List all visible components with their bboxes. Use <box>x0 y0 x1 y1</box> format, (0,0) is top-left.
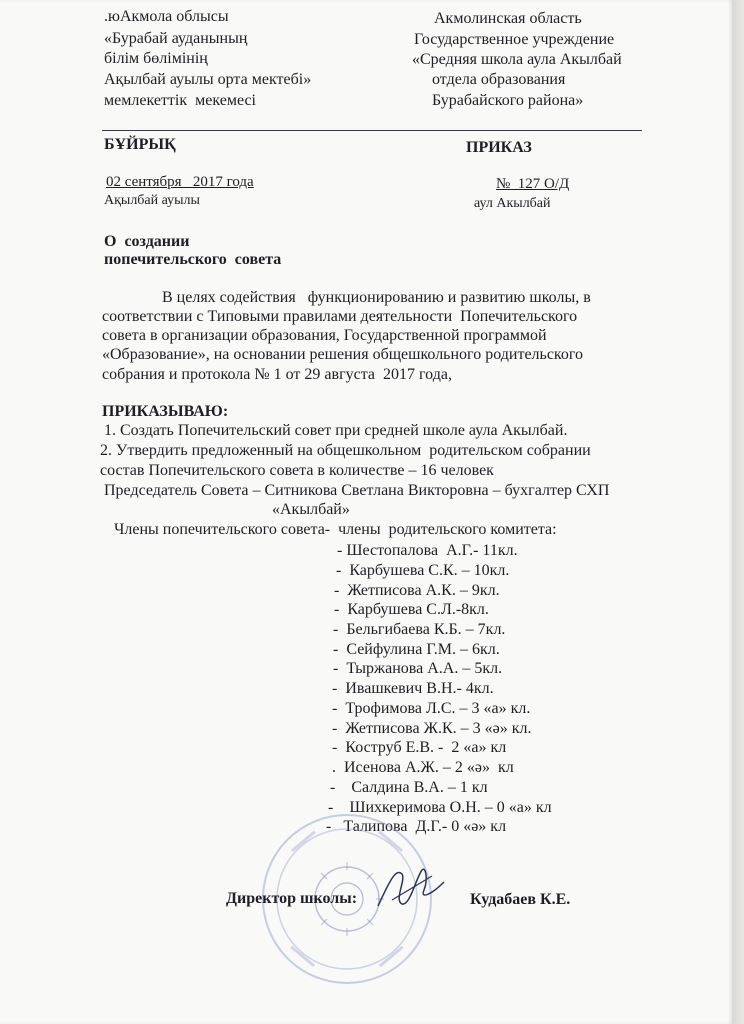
member-5: - Бельгибаева К.Б. – 7кл. <box>333 621 506 638</box>
place-ru: аул Акылбай <box>474 196 551 211</box>
preamble-line-3: совета в организации образования, Государственной программой <box>102 327 547 344</box>
preamble-line-1: В целях содействия функционированию и развитию школы, в <box>162 289 591 306</box>
header-left-line-5: мемлекеттік мекемесі <box>104 92 256 109</box>
member-9: - Трофимова Л.С. – 3 «а» кл. <box>332 700 531 717</box>
chairman-line: Председатель Совета – Ситникова Светлана Викторовна – бухгалтер СХП <box>104 482 610 499</box>
header-left-line-1: .юАкмола облысы <box>104 8 229 25</box>
members-heading: Члены попечительского совета- члены родительского комитета: <box>114 521 557 538</box>
preamble-line-2: соответствии с Типовыми правилами деятельности Попечительского <box>102 308 578 325</box>
order-date: 02 сентября 2017 года <box>106 174 254 190</box>
subject-line-1: О создании <box>104 233 190 250</box>
member-15: - Талипова Д.Г.- 0 «ә» кл <box>326 818 507 835</box>
member-13: - Салдина В.А. – 1 кл <box>330 779 488 796</box>
header-left-line-2: «Бурабай ауданының <box>104 30 248 47</box>
member-4: - Карбушева С.Л.-8кл. <box>334 601 489 618</box>
header-divider <box>102 130 642 131</box>
member-8: - Ивашкевич В.Н.- 4кл. <box>332 680 494 697</box>
doc-type-ru: ПРИКАЗ <box>466 139 532 156</box>
preamble-line-4: «Образование», на основании решения общешкольного родительского <box>102 346 584 363</box>
member-6: - Сейфулина Г.М. – 6кл. <box>333 641 500 658</box>
subject-line-2: попечительского совета <box>104 251 282 268</box>
doc-type-kz: БҰЙРЫҚ <box>104 136 176 153</box>
place-kz: Ақылбай ауылы <box>104 193 200 208</box>
member-3: - Жетписова А.К. – 9кл. <box>334 582 500 599</box>
member-1: - Шестопалова А.Г.- 11кл. <box>337 542 518 559</box>
chairman-org: «Акылбай» <box>272 501 350 518</box>
header-right-line-2: Государственное учреждение <box>414 31 615 48</box>
item-2-continued: состав Попечительского совета в количестве – 16 человек <box>100 462 494 479</box>
item-2: 2. Утвердить предложенный на общешкольном родительском собрании <box>100 442 591 459</box>
member-7: - Тыржанова А.А. – 5кл. <box>333 660 503 677</box>
header-right-line-5: Бурабайского района» <box>432 92 584 109</box>
header-right-line-1: Акмолинская область <box>434 10 582 27</box>
director-name: Кудабаев К.Е. <box>470 891 571 908</box>
member-2: - Карбушева С.К. – 10кл. <box>336 562 510 579</box>
header-right-line-3: «Средняя школа аула Акылбай <box>412 51 622 68</box>
header-left-line-4: Ақылбай ауылы орта мектебі» <box>104 71 312 88</box>
member-14: - Шихкеримова О.Н. – 0 «а» кл <box>328 799 552 816</box>
header-left-line-3: білім бөлімінің <box>104 50 208 67</box>
member-12: . Исенова А.Ж. – 2 «ә» кл <box>332 759 514 776</box>
member-11: - Коструб Е.В. - 2 «а» кл <box>332 739 507 756</box>
preamble-line-5: собрания и протокола № 1 от 29 августа 2017 года, <box>102 366 452 383</box>
page-edge <box>732 0 744 1024</box>
header-right-line-4: отдела образования <box>432 71 566 88</box>
director-signature <box>372 860 452 920</box>
member-10: - Жетписова Ж.К. – 3 «ә» кл. <box>332 720 532 737</box>
order-heading: ПРИКАЗЫВАЮ: <box>102 403 229 420</box>
order-number: № 127 О/Д <box>496 176 570 192</box>
item-1: 1. Создать Попечительский совет при средней школе аула Акылбай. <box>100 422 568 439</box>
director-role: Директор школы: <box>226 890 358 907</box>
